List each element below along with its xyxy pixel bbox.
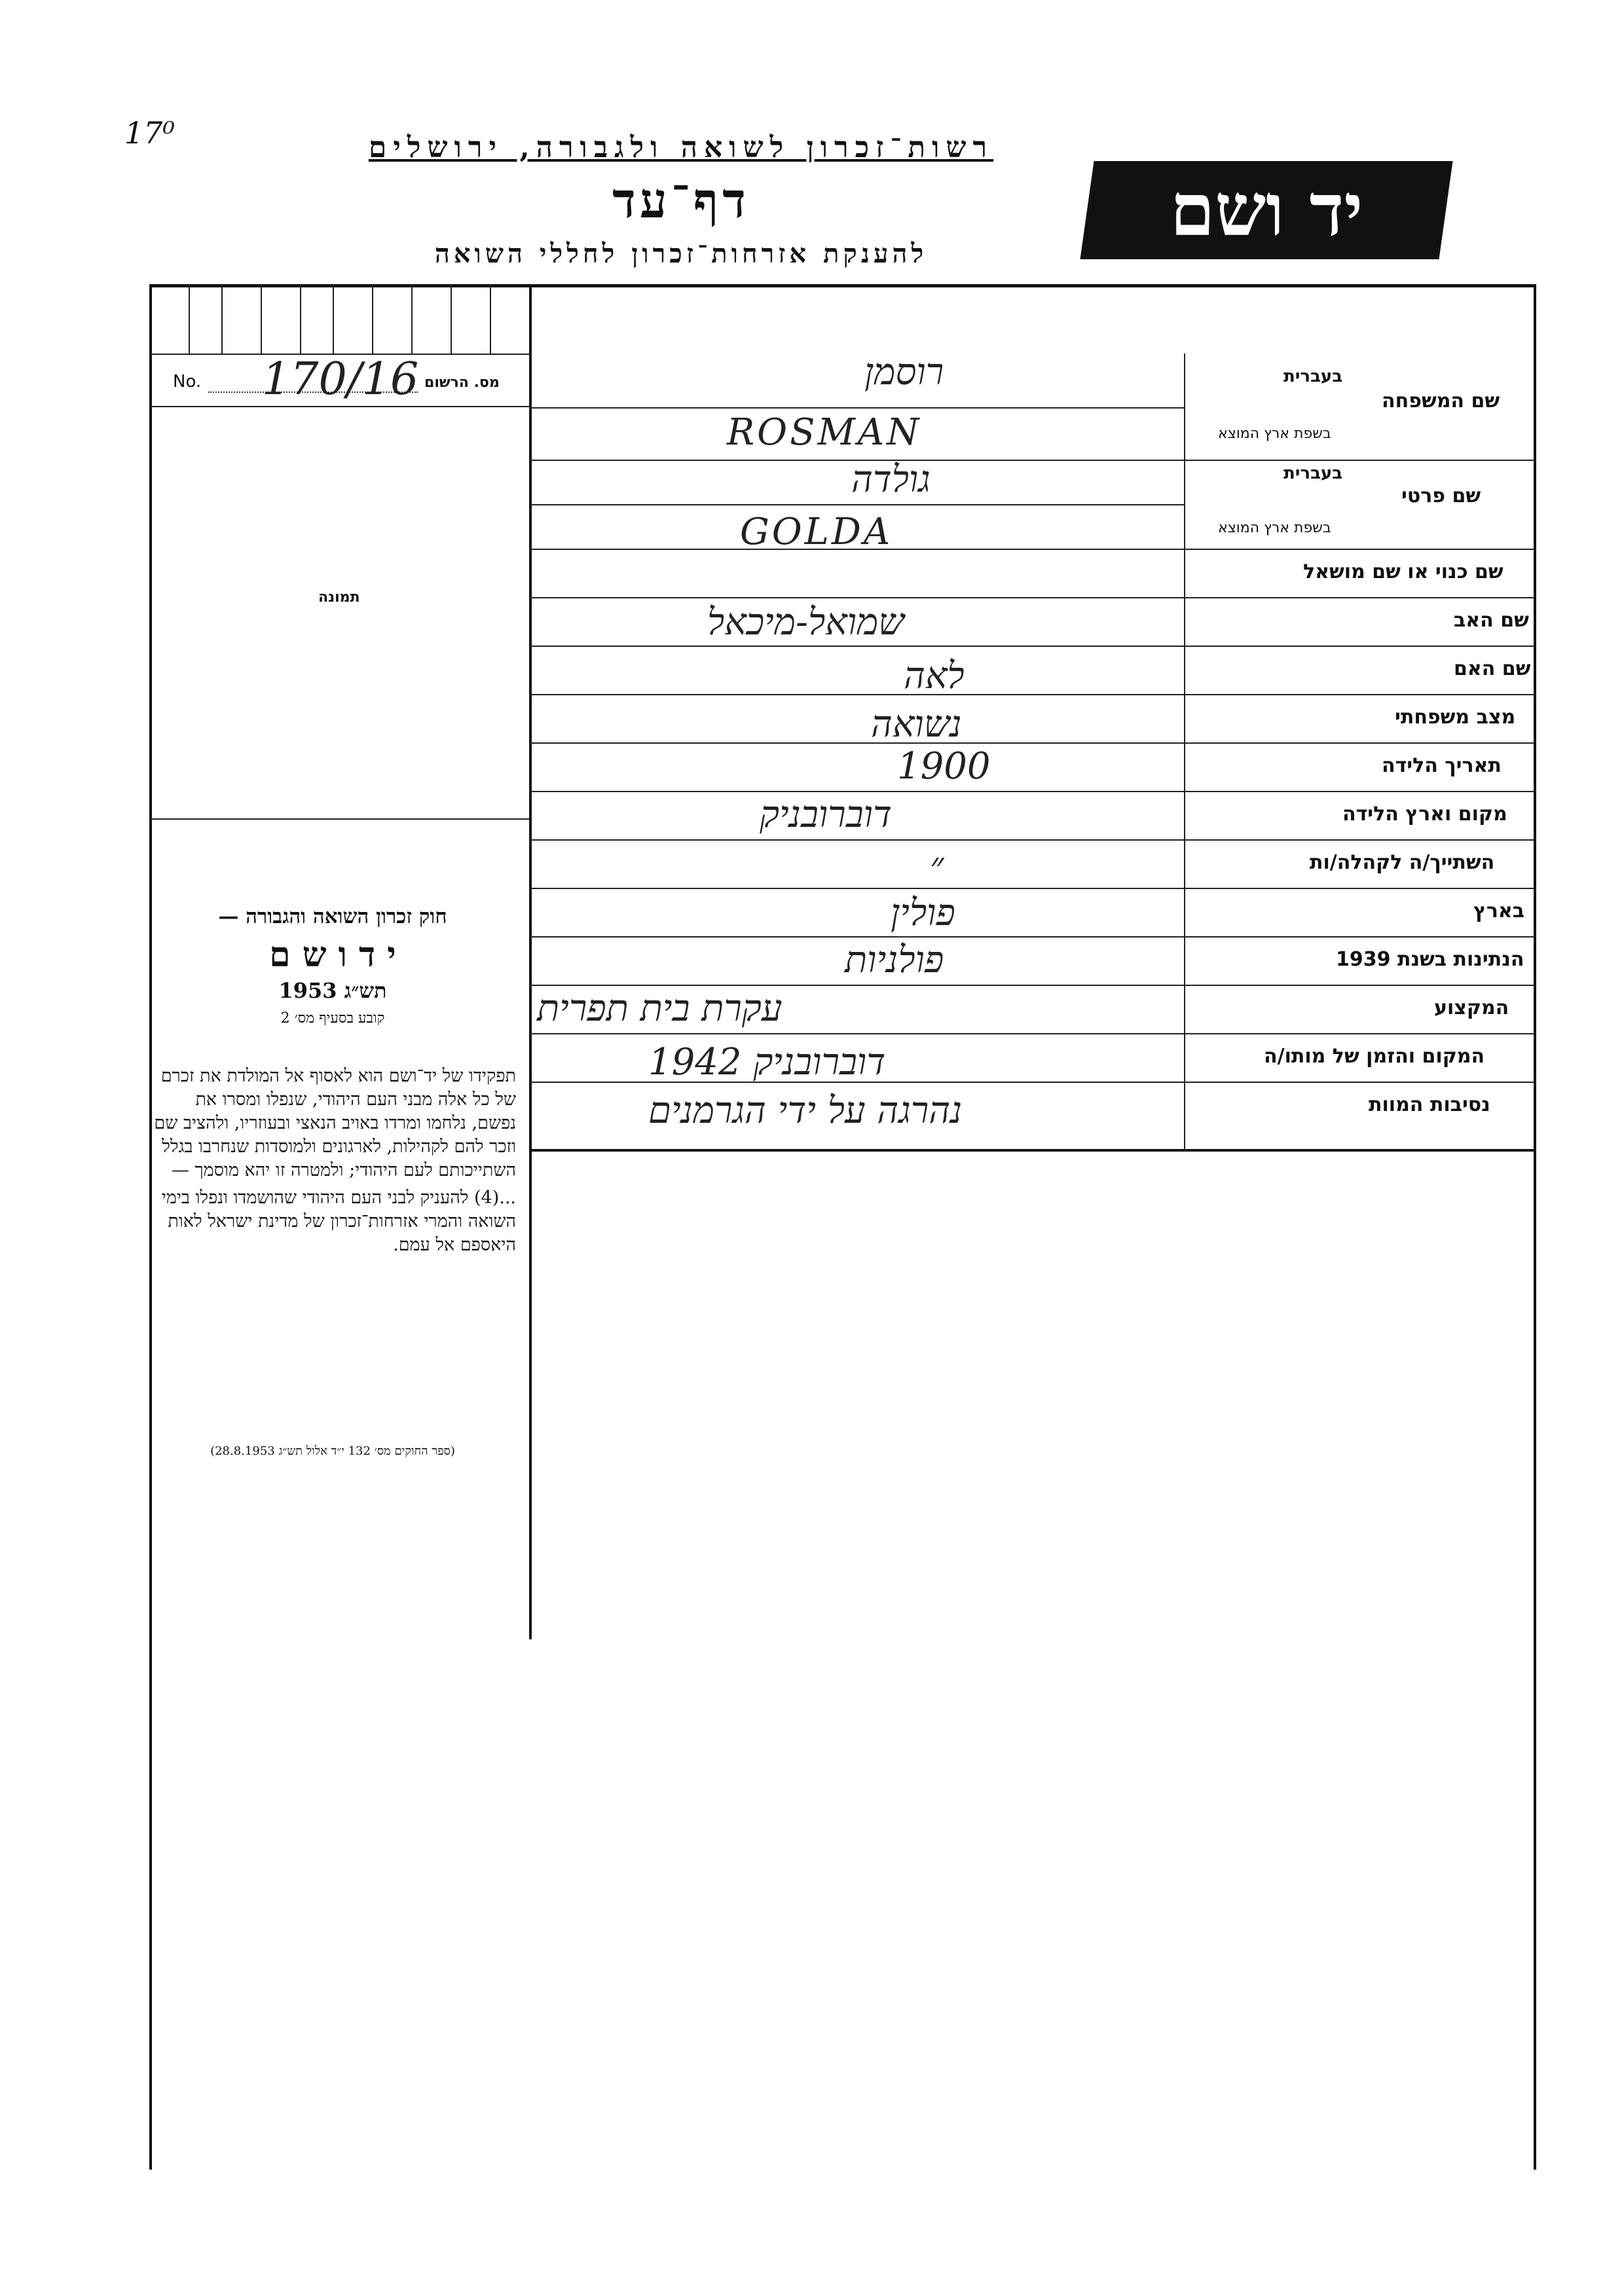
mother-name-value: לאה [904,655,965,697]
family-name-latin: ROSMAN [727,411,922,454]
in-hebrew-label-2: בעברית [1283,464,1343,483]
origin-language-label: בשפת ארץ המוצא [1218,426,1331,442]
community-value: ״ [930,845,944,887]
citizenship-label: הנתינות בשנת 1939 [1336,948,1524,971]
birth-date-label: תאריך הלידה [1382,754,1502,777]
law-paragraph-1: תפקידו של יד־ושם הוא לאסוף אל המולדת את זכרם של כל אלה מבני העם היהודי, שנפלו ומסרו את נפשם, נלחמו ומרדו באויב הנאצי ובעוזריו, ולהציב שם וזכר להם לקהילות, לארגונים ולמוסדות שנחרבו בגלל השתייכותם לעם היהודי; ולמטרה זו יהא מוסמך — [154,1066,516,1180]
registration-no-label: No. [173,372,202,392]
death-place-time-label: המקום והזמן של מותו/ה [1264,1045,1485,1068]
family-name-label: שם המשפחה [1382,390,1500,412]
community-label: השתייך/ה לקהלה/ות [1310,851,1495,874]
death-place-time-value: דוברובניק 1942 [648,1041,886,1084]
death-circumstances-label: נסיבות המוות [1369,1093,1490,1116]
country-label: בארץ [1473,900,1525,922]
left-column-divider [529,284,532,1639]
law-paragraph-2: ...(4) להעניק לבני העם היהודי שהושמדו ונפלו בימי השואה והמרי אזרחות־זכרון של מדינת ישראל לאות היאספם אל עמם. [161,1188,516,1255]
first-name-hebrew: גולדה [851,458,931,501]
mother-name-label: שם האם [1454,657,1531,680]
law-text [149,1065,516,1261]
photo-label: תמונה [318,589,360,606]
corner-number: 17⁰ [124,115,175,151]
birth-date-value: 1900 [897,745,991,788]
law-sub: קובע בסעיף מס׳ 2 [280,1010,385,1027]
authority-heading: רשות־זכרון לשואה ולגבורה, ירושלים [368,131,994,164]
in-hebrew-label: בעברית [1283,367,1343,386]
yad-vashem-logo-text: יד ושם [1170,168,1363,252]
first-name-latin: GOLDA [740,511,893,553]
first-name-label: שם פרטי [1401,484,1481,507]
law-source: (ספר החוקים מס׳ 132 י״ד אלול תש״ג 28.8.1953) [210,1444,455,1458]
marital-status-value: נשואה [871,703,962,746]
origin-language-label-2: בשפת ארץ המוצא [1218,520,1331,536]
page-title: דף־עד [612,173,750,229]
family-name-hebrew: רוסמן [864,351,944,393]
father-name-value: שמואל-מיכאל [707,601,904,644]
registration-label: מס. הרשום [424,374,500,391]
form-top-border [149,284,1534,287]
father-name-label: שם האב [1454,609,1529,632]
law-year: תש״ג 1953 [278,978,387,1003]
marital-status-label: מצב משפחתי [1395,706,1516,729]
label-column-divider [1184,354,1185,1149]
profession-value: עקרת בית תפרית [537,987,783,1030]
profession-label: המקצוע [1434,996,1509,1019]
page-subtitle: להענקת אזרחות־זכרון לחללי השואה [434,238,928,269]
death-circumstances-value: נהרגה על ידי הגרמנים [648,1089,963,1132]
country-value: פולין [891,892,955,934]
nickname-label: שם כנוי או שם מושאל [1303,560,1504,583]
registration-number: 170/16 [262,354,419,405]
birth-place-value: דוברובניק [760,793,892,836]
law-title: י ד ו ש ם [269,935,396,975]
birth-place-label: מקום וארץ הלידה [1342,803,1507,826]
law-heading: חוק זכרון השואה והגבורה — [218,905,447,928]
citizenship-value: פולניות [845,939,944,981]
